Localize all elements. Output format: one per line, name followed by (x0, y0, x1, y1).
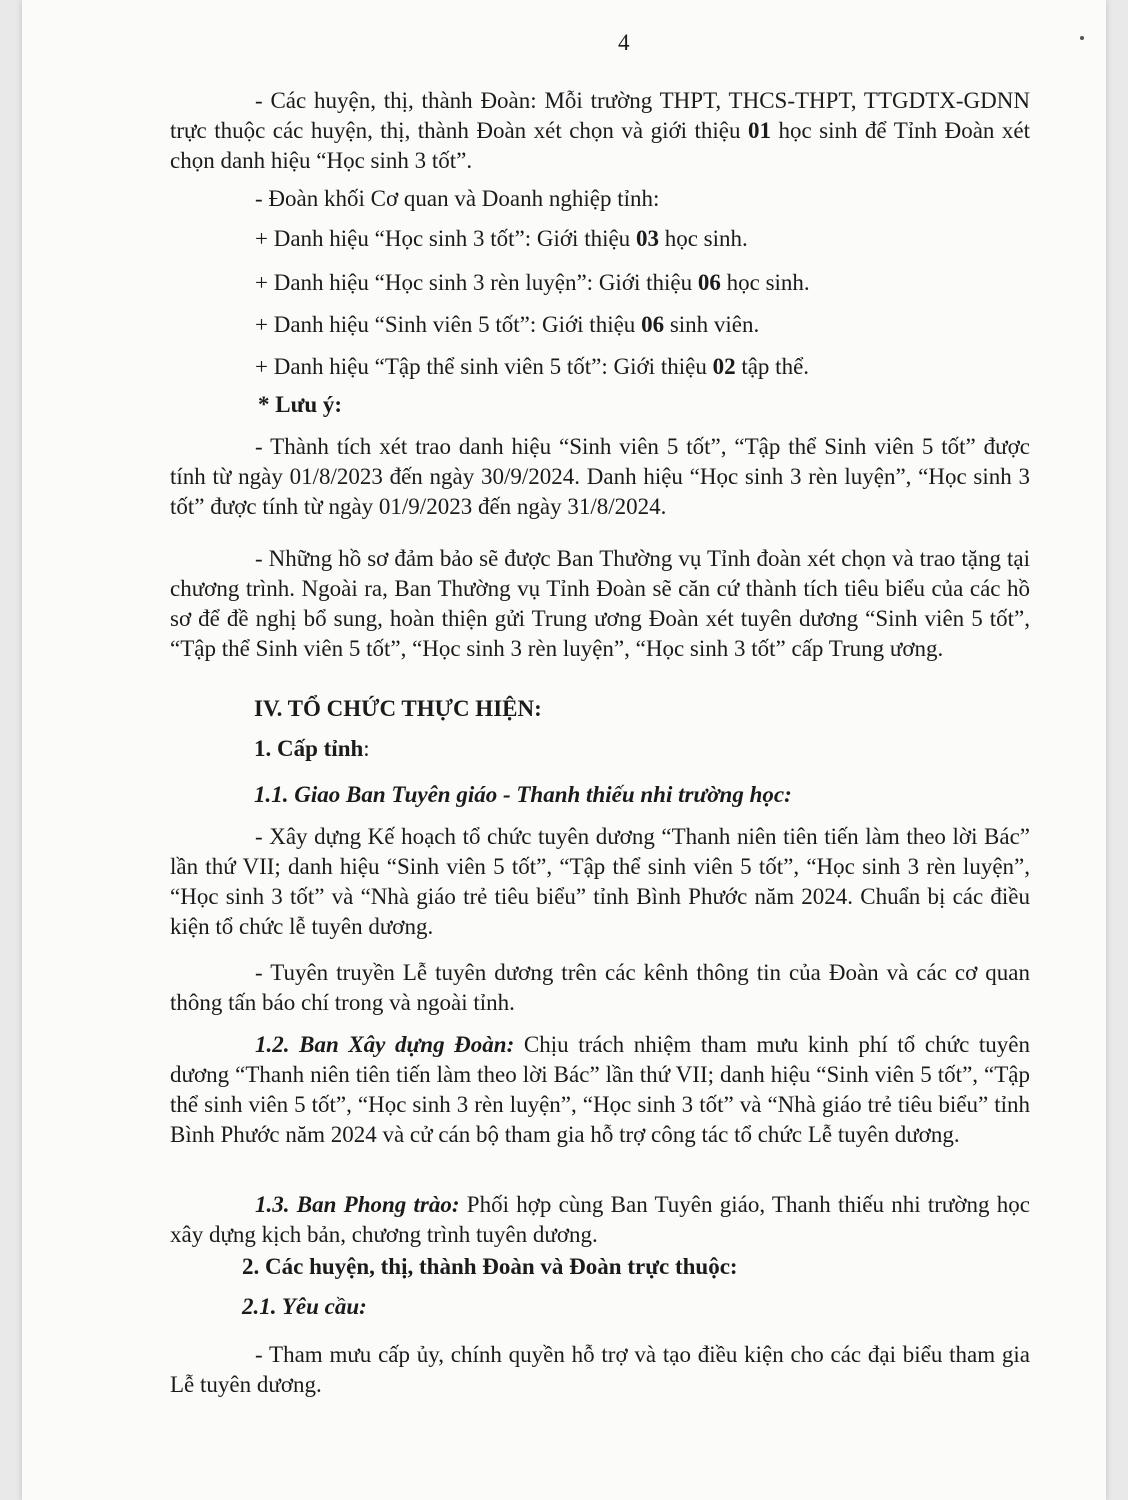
heading-1-1-text: 1.1. Giao Ban Tuyên giáo - Thanh thiếu nhi trường học: (254, 782, 792, 807)
heading-2-text: 2. Các huyện, thị, thành Đoàn và Đoàn trực thuộc: (242, 1254, 738, 1279)
paragraph-ban-xay-dung-doan (170, 1030, 1030, 1150)
item-suffix: học sinh. (658, 226, 748, 251)
scan-speck (1080, 36, 1084, 40)
heading-iv (254, 696, 542, 722)
item-count: 02 (712, 354, 736, 379)
p1-count: 01 (747, 118, 771, 143)
note-heading-text: * Lưu ý: (258, 392, 343, 417)
p12-text: Phối hợp cùng Ban Tuyên giáo, Thanh thiếu nhi trường học xây dựng kịch bản, chương trình tuyên dương. (170, 1192, 1030, 1247)
document-page (22, 0, 1106, 1500)
item-sinh-vien-5-tot (255, 312, 759, 338)
p11-label: 1.2. Ban Xây dựng Đoàn: (255, 1032, 515, 1057)
heading-2-1 (242, 1294, 367, 1320)
page-number: 4 (618, 30, 630, 55)
heading-1-1 (254, 782, 792, 808)
item-suffix: học sinh. (720, 270, 810, 295)
paragraph-ban-phong-trao (170, 1190, 1030, 1250)
p11-text: Chịu trách nhiệm tham mưu kinh phí tổ chức tuyên dương “Thanh niên tiên tiến làm theo lời Bác” lần thứ VII; danh hiệu “Sinh viên 5 tốt”, “Tập thể sinh viên 5 tốt”, “Học sinh 3 rèn luyện”, “Học sinh 3 tốt” và “Nhà giáo trẻ tiêu biểu” tỉnh Bình Phước năm 2024 và cử cán bộ tham gia hỗ trợ công tác tổ chức Lễ tuyên dương. (170, 1032, 1030, 1147)
item-count: 06 (697, 270, 721, 295)
item-count: 03 (635, 226, 659, 251)
paragraph-plan: - Xây dựng Kế hoạch tổ chức tuyên dương “Thanh niên tiên tiến làm theo lời Bác” lần thứ VII; danh hiệu “Sinh viên 5 tốt”, “Tập thể sinh viên 5 tốt”, “Học sinh 3 rèn luyện”, “Học sinh 3 tốt” và “Nhà giáo trẻ tiêu biểu” tỉnh Bình Phước năm 2024. Chuẩn bị các điều kiện tổ chức lễ tuyên dương. (170, 824, 1030, 939)
paragraph-selection: - Những hồ sơ đảm bảo sẽ được Ban Thường vụ Tỉnh đoàn xét chọn và trao tặng tại chương trình. Ngoài ra, Ban Thường vụ Tỉnh Đoàn sẽ căn cứ thành tích tiêu biểu của các hồ sơ để đề nghị bổ sung, hoàn thiện gửi Trung ương Đoàn xét tuyên dương “Sinh viên 5 tốt”, “Tập thể Sinh viên 5 tốt”, “Học sinh 3 rèn luyện”, “Học sinh 3 tốt” cấp Trung ương. (170, 546, 1030, 661)
paragraph-achievement-period: - Thành tích xét trao danh hiệu “Sinh viên 5 tốt”, “Tập thể Sinh viên 5 tốt” được tính từ ngày 01/8/2023 đến ngày 30/9/2024. Danh hiệu “Học sinh 3 rèn luyện”, “Học sinh 3 tốt” được tính từ ngày 01/9/2023 đến ngày 31/8/2024. (170, 434, 1030, 519)
item-suffix: sinh viên. (664, 312, 760, 337)
item-hoc-sinh-3-tot (255, 226, 748, 252)
heading-1 (254, 736, 370, 762)
item-tap-the-sinh-vien-5-tot (255, 354, 809, 380)
heading-1-colon: : (363, 736, 370, 761)
item-text: + Danh hiệu “Học sinh 3 rèn luyện”: Giới thiệu (255, 270, 698, 295)
item-text: + Danh hiệu “Tập thể sinh viên 5 tốt”: Giới thiệu (255, 354, 713, 379)
item-text: + Danh hiệu “Học sinh 3 tốt”: Giới thiệu (255, 226, 636, 251)
p1-text: - Các huyện, thị, thành Đoàn: Mỗi trường THPT, THCS-THPT, TTGDTX-GDNN trực thuộc các huyện, thị, thành Đoàn xét chọn và giới thiệu (170, 88, 1030, 143)
item-suffix: tập thể. (735, 354, 810, 379)
heading-2 (242, 1254, 738, 1280)
p1-suffix: học sinh để Tỉnh Đoàn xét chọn danh hiệu “Học sinh 3 tốt”. (170, 118, 1030, 173)
heading-1-text: 1. Cấp tỉnh (254, 736, 364, 761)
item-text: + Danh hiệu “Sinh viên 5 tốt”: Giới thiệu (255, 312, 642, 337)
item-hoc-sinh-3-ren-luyen (255, 270, 810, 296)
paragraph-district-union (170, 86, 1030, 176)
p12-label: 1.3. Ban Phong trào: (255, 1192, 460, 1217)
paragraph-agency-union: - Đoàn khối Cơ quan và Doanh nghiệp tỉnh: (255, 186, 660, 211)
note-heading (258, 392, 342, 418)
heading-iv-text: IV. TỔ CHỨC THỰC HIỆN: (254, 696, 542, 721)
paragraph-propaganda: - Tuyên truyền Lễ tuyên dương trên các kênh thông tin của Đoàn và các cơ quan thông tấn báo chí trong và ngoài tỉnh. (170, 960, 1030, 1015)
paragraph-requirement: - Tham mưu cấp ủy, chính quyền hỗ trợ và tạo điều kiện cho các đại biểu tham gia Lễ tuyên dương. (170, 1342, 1030, 1397)
heading-2-1-text: 2.1. Yêu cầu: (242, 1294, 367, 1319)
item-count: 06 (641, 312, 665, 337)
